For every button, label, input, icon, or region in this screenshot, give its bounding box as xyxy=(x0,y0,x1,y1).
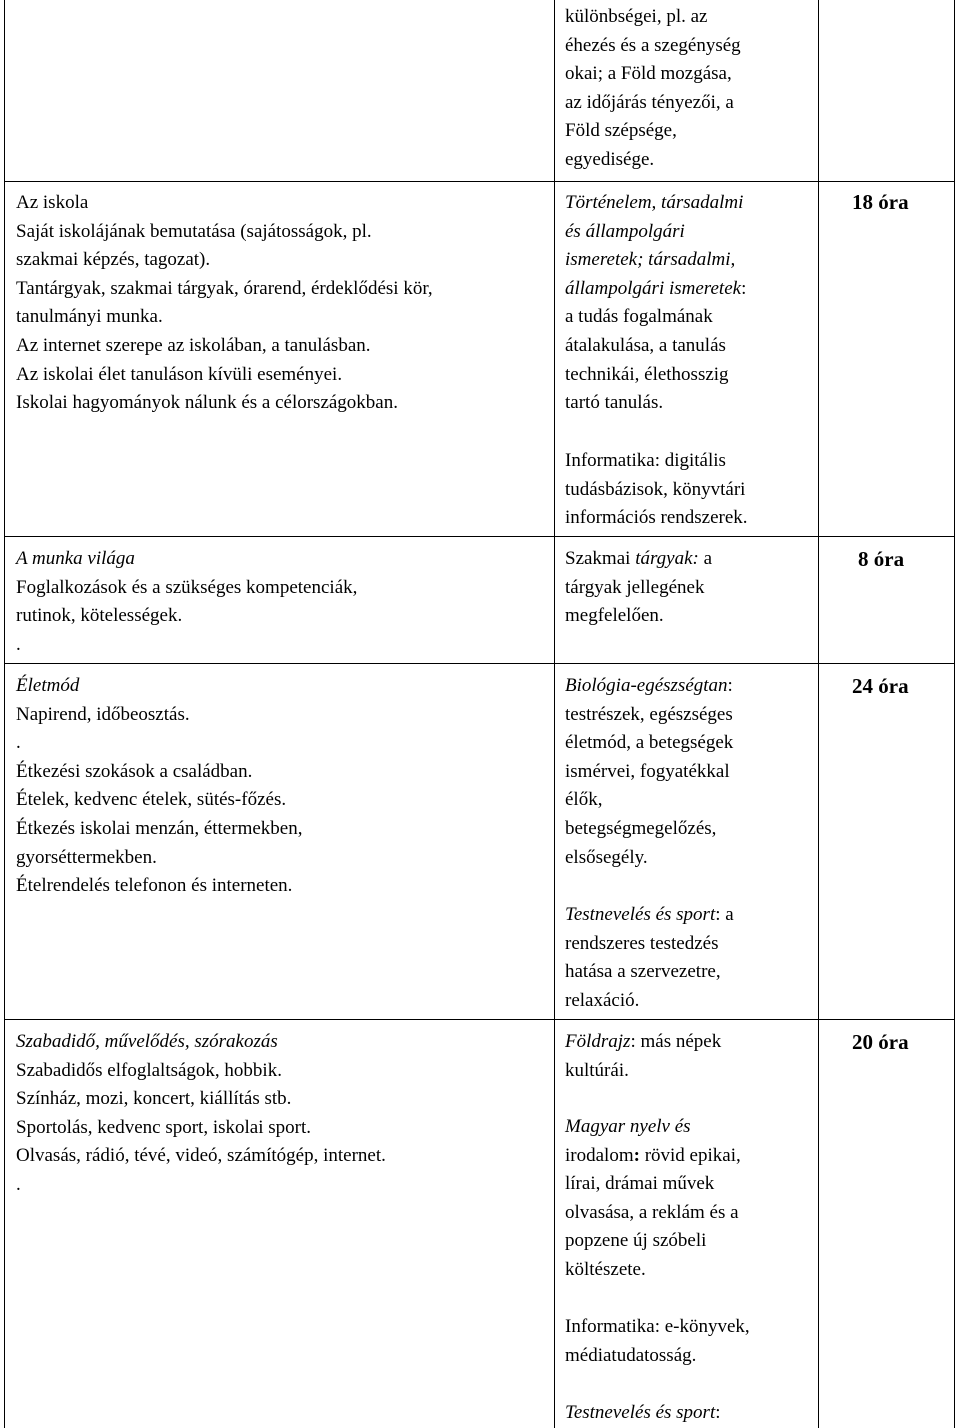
column-divider-1 xyxy=(554,0,555,1428)
text-line: rutinok, kötelességek. xyxy=(16,605,183,627)
subject-name: Informatika xyxy=(565,1316,655,1337)
topic-title: A munka világa xyxy=(16,548,135,569)
subject-name: Történelem, társadalmi xyxy=(565,192,744,213)
subject-name: Szakmai xyxy=(565,548,636,569)
text-line: Az internet szerepe az iskolában, a tanulásban. xyxy=(16,334,371,356)
row-divider-1 xyxy=(4,181,955,182)
colon: : xyxy=(633,1144,640,1166)
text-line: rendszeres testedzés xyxy=(565,932,719,954)
topic-title: Szabadidő, művelődés, szórakozás xyxy=(16,1031,278,1052)
text-line: Foglalkozások és a szükséges kompetenciák, xyxy=(16,576,358,598)
text-line: a xyxy=(698,548,713,569)
text-line: átalakulása, a tanulás xyxy=(565,334,726,356)
subject-name: állampolgári ismeretek xyxy=(565,277,742,299)
links-continuation xyxy=(565,3,741,175)
text-line: életmód, a betegségek xyxy=(565,732,734,754)
subject-name: Biológia-egészségtan xyxy=(565,675,728,696)
text-line: költészete. xyxy=(565,1258,646,1280)
text-line: Olvasás, rádió, tévé, videó, számítógép, internet. xyxy=(16,1145,386,1167)
links-szabadido-testneveles xyxy=(565,1399,721,1428)
text-line: : a xyxy=(715,904,734,925)
text-line: ismérvei, fogyatékkal xyxy=(565,760,730,782)
text-line: . xyxy=(16,732,21,754)
hours-iskola: 18 óra xyxy=(852,190,909,214)
text-line: Színház, mozi, koncert, kiállítás stb. xyxy=(16,1088,292,1110)
text-line: Iskolai hagyományok nálunk és a célországokban. xyxy=(16,392,398,414)
text-line: : más népek xyxy=(630,1031,722,1052)
text-line: hatása a szervezetre, xyxy=(565,961,721,983)
text-line: . xyxy=(16,1173,21,1195)
text-line: megfelelően. xyxy=(565,605,664,627)
text-line: : digitális xyxy=(654,450,726,471)
text-line: éhezés és a szegénység xyxy=(565,34,741,56)
text-line: tartó tanulás. xyxy=(565,392,664,414)
row-divider-2 xyxy=(4,536,955,537)
subject-name: tárgyak: xyxy=(635,548,699,569)
links-szabadido-foldrajz xyxy=(565,1028,721,1085)
table-border-right xyxy=(954,0,955,1428)
text-line: testrészek, egészséges xyxy=(565,703,733,725)
colon: : xyxy=(727,675,733,696)
text-line: Saját iskolájának bemutatása (sajátosságok, pl. xyxy=(16,220,372,242)
subject-name: Testnevelés és sport xyxy=(565,1402,716,1423)
subject-name: irodalom xyxy=(565,1144,634,1166)
text-line: lírai, drámai művek xyxy=(565,1173,715,1195)
text-line: relaxáció. xyxy=(565,989,640,1011)
text-line: . xyxy=(16,633,21,655)
colon: : xyxy=(715,1402,721,1423)
text-line: gyorséttermekben. xyxy=(16,846,157,868)
hours-eletmod: 24 óra xyxy=(852,674,909,698)
text-line: médiatudatosság. xyxy=(565,1344,697,1366)
topic-eletmod xyxy=(16,672,302,901)
links-szabadido-informatika xyxy=(565,1313,750,1370)
text-line: Sportolás, kedvenc sport, iskolai sport. xyxy=(16,1116,311,1138)
text-line: : e-könyvek, xyxy=(654,1316,750,1337)
text-line: Étkezés iskolai menzán, éttermekben, xyxy=(16,817,303,839)
topic-munka xyxy=(16,545,357,659)
topic-szabadido xyxy=(16,1028,386,1200)
text-line: Az iskolai élet tanuláson kívüli eseményei. xyxy=(16,363,343,385)
text-line: Napirend, időbeosztás. xyxy=(16,703,190,725)
subject-name: Magyar nyelv és xyxy=(565,1116,691,1137)
text-line: olvasása, a reklám és a xyxy=(565,1201,739,1223)
text-line: a tudás fogalmának xyxy=(565,306,713,328)
text-line: technikái, élethosszig xyxy=(565,363,729,385)
subject-name: ismeretek; társadalmi, xyxy=(565,249,736,271)
text-line: szakmai képzés, tagozat). xyxy=(16,249,211,271)
subject-name: Földrajz xyxy=(565,1031,631,1052)
topic-title: Életmód xyxy=(16,675,80,696)
text-line: Föld szépsége, xyxy=(565,120,677,142)
hours-munka: 8 óra xyxy=(858,547,905,571)
links-iskola-informatika xyxy=(565,447,748,533)
text-line: egyedisége. xyxy=(565,148,655,170)
text-line: rövid epikai, xyxy=(639,1144,741,1166)
column-divider-2 xyxy=(818,0,819,1428)
subject-name: Informatika xyxy=(565,450,655,471)
text-line: Szabadidős elfoglaltságok, hobbik. xyxy=(16,1059,282,1081)
text-line: tanulmányi munka. xyxy=(16,306,163,328)
text-line: Étkezési szokások a családban. xyxy=(16,760,253,782)
text-line: betegségmegelőzés, xyxy=(565,817,717,839)
hours-szabadido: 20 óra xyxy=(852,1030,909,1054)
text-line: különbségei, pl. az xyxy=(565,6,708,27)
links-munka xyxy=(565,545,712,631)
text-line: információs rendszerek. xyxy=(565,507,748,529)
row-divider-3 xyxy=(4,663,955,664)
row-divider-4 xyxy=(4,1019,955,1020)
colon: : xyxy=(741,277,747,299)
text-line: élők, xyxy=(565,789,603,811)
text-line: Ételek, kedvenc ételek, sütés-főzés. xyxy=(16,789,287,811)
text-line: Tantárgyak, szakmai tárgyak, órarend, érdeklődési kör, xyxy=(16,277,433,299)
text-line: elsősegély. xyxy=(565,846,648,868)
text-line: az időjárás tényezői, a xyxy=(565,91,734,113)
links-iskola-tortenelem xyxy=(565,189,746,418)
topic-iskola xyxy=(16,189,433,418)
text-line: okai; a Föld mozgása, xyxy=(565,63,732,85)
subject-name: és állampolgári xyxy=(565,220,685,242)
text-line: popzene új szóbeli xyxy=(565,1230,707,1252)
links-szabadido-magyar xyxy=(565,1113,741,1285)
text-line: tárgyak jellegének xyxy=(565,576,705,598)
topic-title: Az iskola xyxy=(16,192,89,213)
links-eletmod-biologia xyxy=(565,672,733,872)
links-eletmod-testneveles xyxy=(565,901,734,1015)
table-border-left xyxy=(4,0,5,1428)
subject-name: Testnevelés és sport xyxy=(565,904,716,925)
text-line: Ételrendelés telefonon és interneten. xyxy=(16,875,293,897)
text-line: tudásbázisok, könyvtári xyxy=(565,478,746,500)
text-line: kultúrái. xyxy=(565,1059,629,1081)
